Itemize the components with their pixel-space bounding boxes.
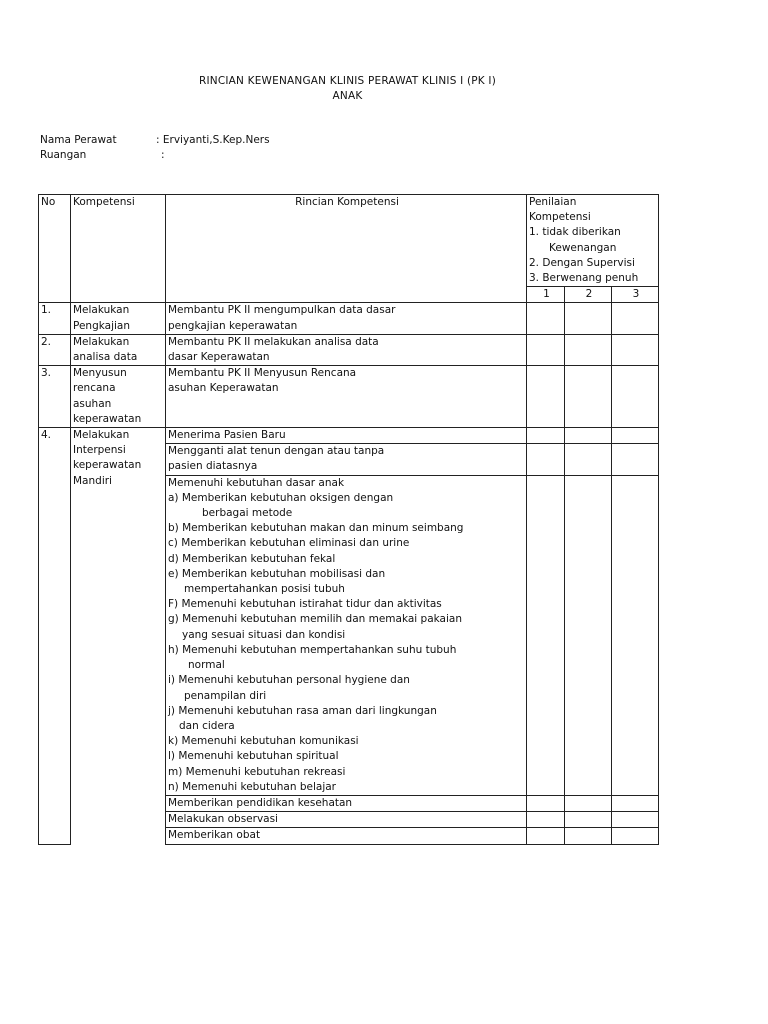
score-cell-3[interactable]	[612, 828, 659, 844]
score-cell-1[interactable]	[527, 812, 565, 828]
rincian-line: k) Memenuhi kebutuhan komunikasi	[168, 735, 359, 748]
header-kompetensi: Kompetensi	[71, 195, 166, 303]
row-no: 3.	[39, 366, 71, 428]
table-row	[39, 303, 659, 334]
nama-perawat-value: : Erviyanti,S.Kep.Ners	[156, 134, 270, 146]
row-no: 2.	[39, 334, 71, 365]
score-cell-2[interactable]	[565, 303, 612, 334]
rincian-line: dan cidera	[179, 719, 235, 732]
score-cell-2[interactable]	[565, 334, 612, 365]
table-row	[39, 334, 659, 365]
nama-perawat-row	[40, 133, 270, 148]
rincian-line: Memenuhi kebutuhan dasar anak	[168, 476, 345, 489]
rincian-line: a) Memberikan kebutuhan oksigen dengan	[168, 491, 394, 504]
row-rincian	[166, 366, 527, 428]
penilaian-line: 3. Berwenang penuh	[529, 272, 639, 285]
ruangan-row	[40, 148, 165, 163]
score-cell-2[interactable]	[565, 795, 612, 811]
score-cell-1[interactable]	[527, 334, 565, 365]
score-cell-2[interactable]	[565, 428, 612, 444]
rincian-line: Memberikan obat	[168, 829, 261, 842]
score-cell-3[interactable]	[612, 334, 659, 365]
rincian-item	[166, 828, 527, 844]
kompetensi-table	[38, 194, 659, 845]
rincian-line: pengkajian keperawatan	[168, 319, 298, 332]
rincian-line: i) Memenuhi kebutuhan personal hygiene dan	[168, 674, 410, 687]
score-cell-3[interactable]	[612, 303, 659, 334]
rincian-line: F) Memenuhi kebutuhan istirahat tidur dan aktivitas	[168, 598, 442, 611]
ruangan-value: :	[161, 149, 165, 161]
rincian-item	[166, 475, 527, 795]
row-kompetensi	[71, 303, 166, 334]
row-rincian	[166, 334, 527, 365]
kompetensi-line: Melakukan	[73, 304, 130, 317]
rincian-line: penampilan diri	[184, 689, 267, 702]
rincian-line: pasien diatasnya	[168, 460, 258, 473]
rincian-line: m) Memenuhi kebutuhan rekreasi	[168, 765, 346, 778]
score-cell-2[interactable]	[565, 444, 612, 475]
penilaian-line: Penilaian	[529, 196, 577, 208]
rincian-line: Melakukan observasi	[168, 813, 278, 826]
kompetensi-line: asuhan	[73, 397, 112, 410]
rincian-line: mempertahankan posisi tubuh	[184, 583, 345, 596]
rincian-item	[166, 812, 527, 828]
kompetensi-line: keperawatan	[73, 459, 142, 472]
rincian-line: Membantu PK II melakukan analisa data	[168, 335, 379, 348]
score-cell-1[interactable]	[527, 795, 565, 811]
score-cell-3[interactable]	[612, 812, 659, 828]
score-cell-1[interactable]	[527, 475, 565, 795]
document-subtitle: ANAK	[332, 90, 363, 102]
score-cell-1[interactable]	[527, 444, 565, 475]
kompetensi-line: Interpensi	[73, 444, 126, 457]
rincian-line: j) Memenuhi kebutuhan rasa aman dari lingkungan	[168, 704, 437, 717]
score-header-2: 2	[565, 287, 612, 303]
rincian-line: l) Memenuhi kebutuhan spiritual	[168, 750, 339, 763]
kompetensi-line: keperawatan	[73, 412, 142, 425]
rincian-line: Menerima Pasien Baru	[168, 429, 286, 442]
penilaian-line: Kewenangan	[549, 241, 617, 254]
rincian-line: asuhan Keperawatan	[168, 382, 279, 395]
row-rincian	[166, 303, 527, 334]
score-header-3: 3	[612, 287, 659, 303]
row-no: 4.	[39, 428, 71, 844]
rincian-line: dasar Keperawatan	[168, 351, 270, 364]
rincian-line: Mengganti alat tenun dengan atau tanpa	[168, 445, 385, 458]
score-cell-2[interactable]	[565, 475, 612, 795]
row-kompetensi	[71, 428, 166, 844]
kompetensi-line: rencana	[73, 382, 116, 395]
rincian-line: d) Memberikan kebutuhan fekal	[168, 552, 336, 565]
header-penilaian	[527, 195, 659, 287]
rincian-line: Memberikan pendidikan kesehatan	[168, 796, 353, 809]
score-cell-3[interactable]	[612, 475, 659, 795]
rincian-item	[166, 444, 527, 475]
rincian-line: b) Memberikan kebutuhan makan dan minum seimbang	[168, 522, 464, 535]
rincian-line: c) Memberikan kebutuhan eliminasi dan urine	[168, 537, 410, 550]
penilaian-line: 2. Dengan Supervisi	[529, 256, 635, 269]
rincian-line: normal	[188, 659, 225, 672]
score-cell-1[interactable]	[527, 303, 565, 334]
rincian-line: e) Memberikan kebutuhan mobilisasi dan	[168, 567, 386, 580]
kompetensi-line: Mandiri	[73, 474, 112, 487]
score-cell-2[interactable]	[565, 366, 612, 428]
rincian-line: Membantu PK II Menyusun Rencana	[168, 367, 357, 380]
document-title: RINCIAN KEWENANGAN KLINIS PERAWAT KLINIS I (PK I)	[198, 75, 496, 87]
kompetensi-line: Melakukan	[73, 429, 130, 442]
penilaian-line: 1. tidak diberikan	[529, 226, 621, 239]
score-cell-3[interactable]	[612, 366, 659, 428]
score-cell-1[interactable]	[527, 428, 565, 444]
score-cell-2[interactable]	[565, 812, 612, 828]
score-cell-3[interactable]	[612, 428, 659, 444]
kompetensi-line: Melakukan	[73, 335, 130, 348]
penilaian-line: Kompetensi	[529, 211, 591, 224]
rincian-line: n) Memenuhi kebutuhan belajar	[168, 780, 336, 793]
rincian-line: g) Memenuhi kebutuhan memilih dan memakai pakaian	[168, 613, 462, 626]
score-cell-3[interactable]	[612, 444, 659, 475]
ruangan-label: Ruangan	[40, 149, 87, 161]
rincian-item	[166, 795, 527, 811]
table-row	[39, 366, 659, 428]
rincian-line: berbagai metode	[202, 507, 293, 520]
score-cell-1[interactable]	[527, 366, 565, 428]
kompetensi-line: Menyusun	[73, 367, 127, 380]
header-rincian: Rincian Kompetensi	[166, 195, 527, 303]
header-no: No	[39, 195, 71, 303]
rincian-line: Membantu PK II mengumpulkan data dasar	[168, 304, 396, 317]
table-row	[39, 428, 659, 444]
kompetensi-line: Pengkajian	[73, 319, 130, 332]
nama-perawat-label: Nama Perawat	[40, 134, 117, 146]
rincian-item	[166, 428, 527, 444]
score-header-1: 1	[527, 287, 565, 303]
score-cell-1[interactable]	[527, 828, 565, 844]
rincian-line: h) Memenuhi kebutuhan mempertahankan suhu tubuh	[168, 643, 457, 656]
rincian-line: yang sesuai situasi dan kondisi	[182, 628, 346, 641]
score-cell-3[interactable]	[612, 795, 659, 811]
row-kompetensi	[71, 334, 166, 365]
row-no: 1.	[39, 303, 71, 334]
row-kompetensi	[71, 366, 166, 428]
kompetensi-line: analisa data	[73, 351, 138, 364]
score-cell-2[interactable]	[565, 828, 612, 844]
